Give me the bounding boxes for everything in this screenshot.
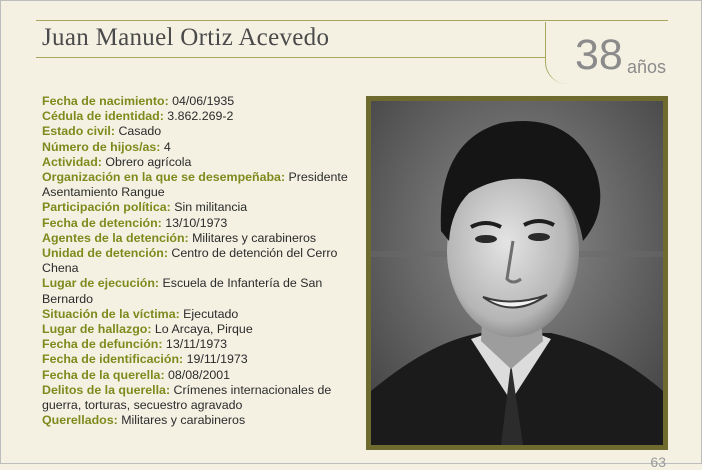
field-value: Militares y carabineros: [188, 230, 317, 245]
field-label: Fecha de defunción:: [42, 337, 163, 352]
field-political-participation: [42, 200, 362, 215]
field-identification-date: [42, 352, 362, 367]
field-value: 13/10/1973: [161, 215, 228, 230]
person-name: Juan Manuel Ortiz Acevedo: [42, 24, 330, 51]
field-value: Ejecutado: [179, 306, 239, 321]
field-label: Unidad de detención:: [42, 246, 168, 261]
field-value: 13/11/1973: [162, 337, 228, 352]
portrait-photo-frame: [366, 96, 668, 450]
field-label: Número de hijos/as:: [42, 139, 161, 154]
field-label: Situación de la víctima:: [42, 306, 180, 321]
personal-data-list: [42, 94, 362, 428]
field-value: 19/11/1973: [183, 352, 248, 367]
field-value: Lo Arcaya, Pirque: [151, 322, 253, 337]
field-detention-agents: [42, 231, 362, 246]
field-marital-status: [42, 124, 362, 139]
field-value: Militares y carabineros: [117, 413, 246, 428]
field-value: Escuela de Infantería de San Bernardo: [42, 276, 323, 306]
age-unit: años: [627, 57, 667, 77]
field-execution-place: [42, 276, 362, 306]
field-value: 04/06/1935: [168, 94, 235, 108]
field-activity: [42, 155, 362, 170]
field-detention-unit: [42, 246, 362, 276]
field-label: Lugar de hallazgo:: [42, 322, 152, 337]
field-value: Crímenes internacionales de guerra, torturas, secuestro agravado: [42, 382, 332, 413]
field-label: Agentes de la detención:: [42, 230, 189, 245]
field-children: [42, 140, 362, 155]
top-rule: [36, 20, 668, 21]
page-number: 63: [650, 454, 666, 470]
field-value: 3.862.269-2: [163, 109, 234, 124]
field-detention-date: [42, 216, 362, 231]
field-value: Centro de detención del Cerro Chena: [42, 246, 338, 276]
field-value: 08/08/2001: [164, 367, 231, 382]
field-complaint-date: [42, 368, 362, 383]
field-complaint-crimes: [42, 383, 362, 413]
field-label: Lugar de ejecución:: [42, 276, 160, 291]
field-label: Organización en la que se desempeñaba:: [42, 170, 286, 185]
field-defendants: [42, 413, 362, 428]
field-label: Actividad:: [42, 154, 102, 169]
field-value: Sin militancia: [170, 200, 248, 215]
field-label: Fecha de detención:: [42, 215, 162, 230]
field-finding-place: [42, 322, 362, 337]
portrait-photo: [371, 101, 663, 445]
field-label: Fecha de identificación:: [42, 352, 184, 367]
field-label: Fecha de nacimiento:: [42, 94, 169, 108]
field-label: Estado civil:: [42, 124, 115, 139]
field-organization: [42, 170, 362, 200]
field-label: Querellados:: [42, 413, 118, 428]
field-death-date: [42, 337, 362, 352]
field-value: Obrero agrícola: [101, 154, 192, 169]
field-label: Participación política:: [42, 200, 171, 215]
field-label: Cédula de identidad:: [42, 109, 164, 124]
field-id-number: [42, 109, 362, 124]
field-birth-date: [42, 94, 362, 109]
field-value: Casado: [115, 124, 162, 139]
field-value: 4: [160, 139, 171, 154]
field-value: Presidente Asentamiento Rangue: [42, 170, 348, 200]
field-label: Delitos de la querella:: [42, 382, 171, 397]
age-value: 38: [575, 31, 623, 79]
field-label: Fecha de la querella:: [42, 367, 165, 382]
field-victim-status: [42, 307, 362, 322]
